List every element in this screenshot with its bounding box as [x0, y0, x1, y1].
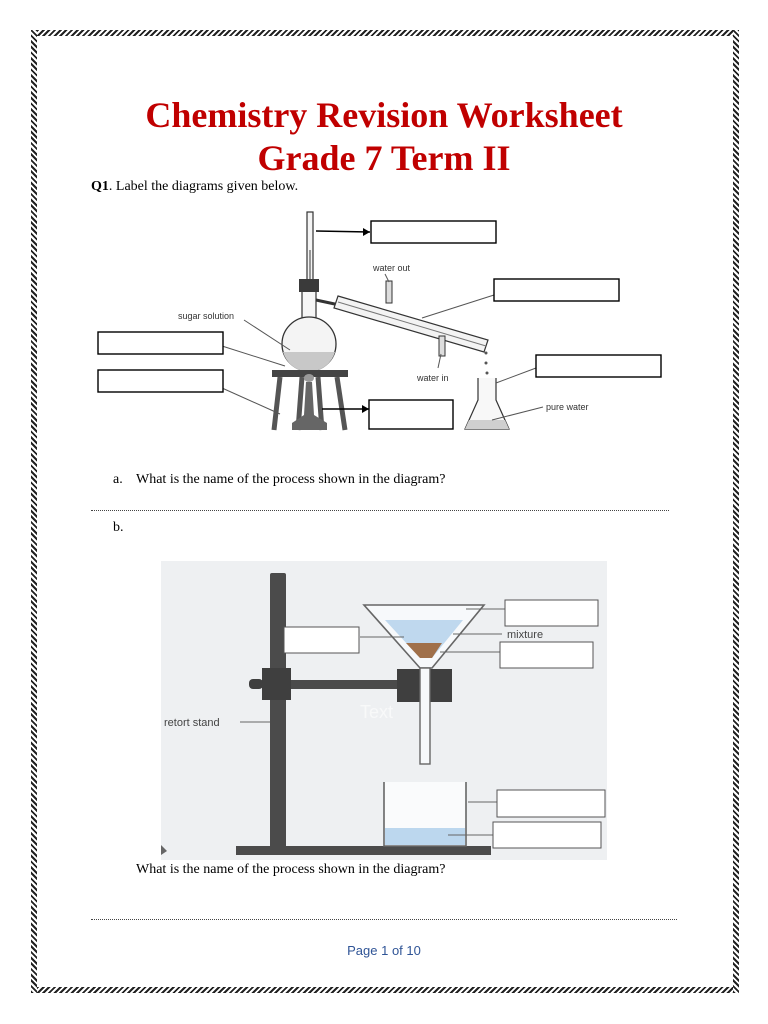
part-a-question: What is the name of the process shown in the diagram? [136, 472, 446, 487]
pure-water-label: pure water [546, 402, 589, 412]
question-instruction-text: . Label the diagrams given below. [108, 179, 299, 194]
retort-stand-rod [270, 573, 286, 851]
filtrate [385, 828, 465, 845]
worksheet-subtitle: Grade 7 Term II [257, 138, 511, 178]
funnel-stem [420, 668, 430, 764]
water-out-label: water out [373, 263, 411, 273]
retort-stand-label: retort stand [164, 717, 220, 729]
retort-stand-base [236, 846, 491, 855]
sugar-solution-label: sugar solution [178, 311, 235, 321]
page-border-bottom [31, 987, 739, 993]
label-box-filter-paper[interactable] [284, 627, 359, 653]
answer-line-b[interactable] [91, 919, 677, 920]
mixture-label: mixture [507, 629, 544, 641]
label-box-residue[interactable] [500, 642, 593, 668]
part-b-letter: b. [113, 520, 124, 535]
boss-head [262, 668, 291, 700]
clamp-arm [290, 680, 398, 689]
label-box-funnel[interactable] [505, 600, 598, 626]
watermark-text: Text [360, 702, 394, 722]
part-b-question: What is the name of the process shown in the diagram? [136, 862, 446, 877]
water-in-label: water in [417, 373, 449, 383]
worksheet-title: Chemistry Revision Worksheet [145, 95, 623, 135]
question-number: Q1 [91, 179, 109, 194]
part-a-letter: a. [113, 472, 123, 487]
label-box-beaker[interactable] [497, 790, 605, 817]
page-number: Page 1 of 10 [347, 943, 421, 958]
label-box-filtrate[interactable] [493, 822, 601, 848]
